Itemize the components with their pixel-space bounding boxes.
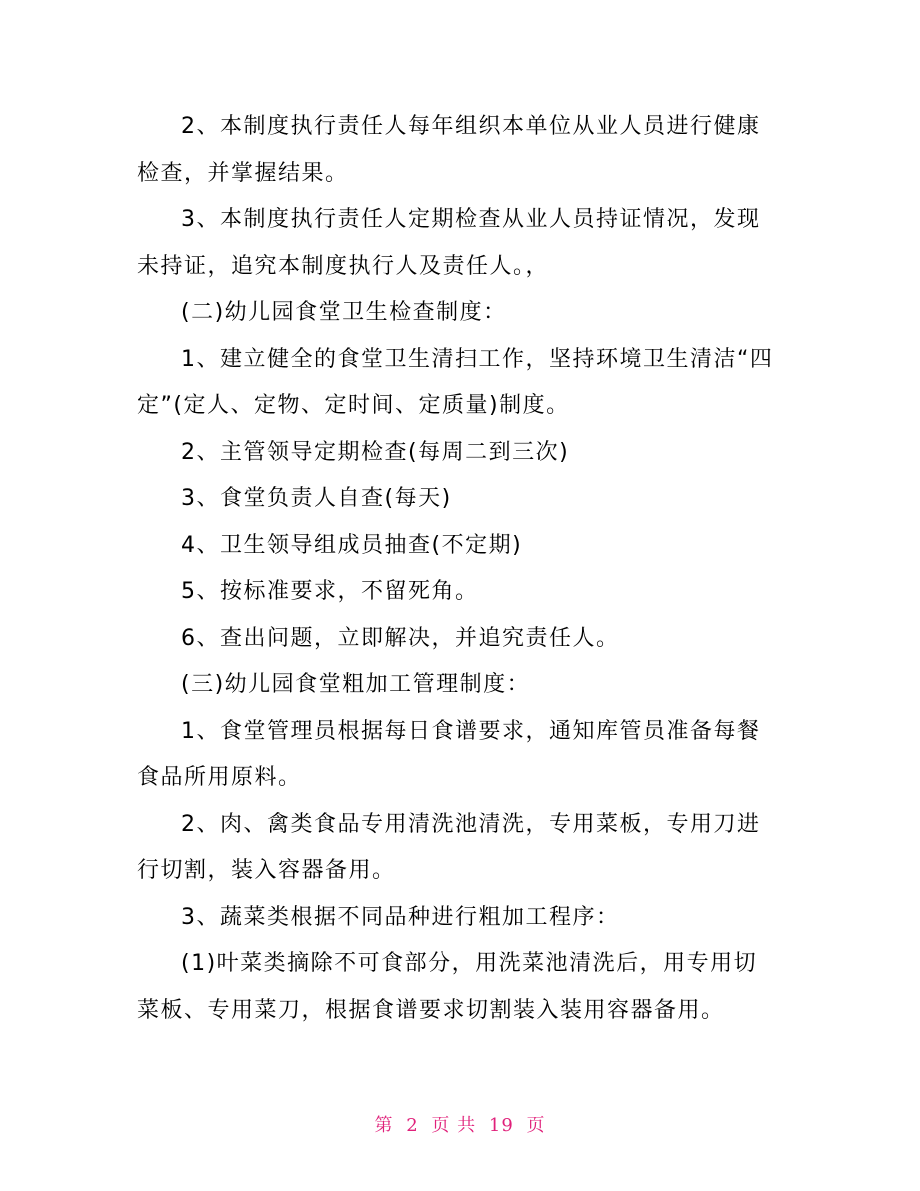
section-heading: (二)幼儿园食堂卫生检查制度：: [181, 300, 507, 325]
paragraph: 3、本制度执行责任人定期检查从业人员持证情况，发现未持证，追究本制度执行人及责任人。，: [137, 207, 761, 279]
footer-total-pages: 19: [488, 1115, 514, 1136]
paragraph: 6、查出问题，立即解决，并追究责任人。: [181, 625, 620, 651]
paragraph: 5、按标准要求，不留死角。: [181, 579, 479, 604]
page-number-footer: [0, 1111, 920, 1137]
paragraph: 1、食堂管理员根据每日食谱要求，通知库管员准备每餐食品所用原料。: [137, 718, 761, 790]
document-body: [137, 104, 777, 1034]
paragraph: 4、卫生领导组成员抽查(不定期): [181, 532, 523, 558]
footer-label-page: 第: [374, 1115, 394, 1136]
paragraph: 2、主管领导定期检查(每周二到三次): [181, 439, 570, 465]
footer-label-end: 页: [526, 1115, 546, 1136]
paragraph: 3、食堂负责人自查(每天): [181, 486, 452, 511]
paragraph: (1)叶菜类摘除不可食部分，用洗菜池清洗后，用专用切菜板、专用菜刀，根据食谱要求切割装入装用容器备用。: [137, 951, 758, 1023]
paragraph: 2、肉、禽类食品专用清洗池清洗，专用菜板，专用刀进行切割，装入容器备用。: [137, 811, 761, 883]
footer-current-page: 2: [406, 1115, 419, 1136]
paragraph: 1、建立健全的食堂卫生清扫工作，坚持环境卫生清洁“四定”(定人、定物、定时间、定质量)制度。: [137, 346, 774, 418]
paragraph: 2、本制度执行责任人每年组织本单位从业人员进行健康检查，并掌握结果。: [137, 114, 761, 186]
paragraph: 3、蔬菜类根据不同品种进行粗加工程序：: [181, 904, 620, 930]
section-heading: (三)幼儿园食堂粗加工管理制度：: [181, 672, 531, 697]
footer-label-of: 页 共: [431, 1115, 477, 1136]
